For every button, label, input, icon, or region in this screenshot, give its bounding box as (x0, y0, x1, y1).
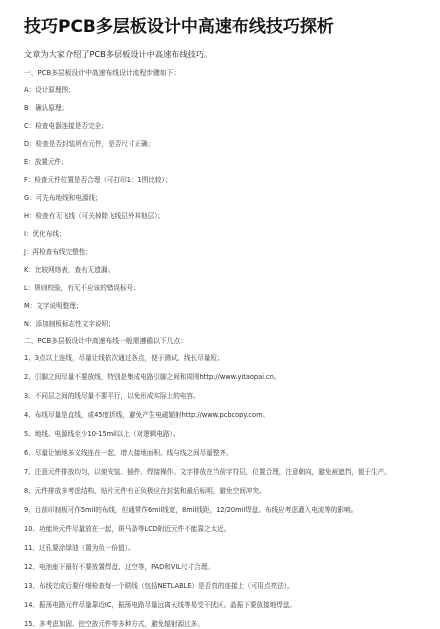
step-h: H：检查有无飞线（可关掉除飞线层外其他层）； (24, 212, 165, 220)
step-d: D：检查是否封装所有元件，是否尺寸正确； (24, 140, 155, 148)
rule-12: 12、电池座下最好不要放置焊盘、过空等，PAD和VIL尺寸合理。 (24, 563, 214, 571)
document-title: 技巧PCB多层板设计中高速布线技巧探析 (24, 17, 334, 37)
rule-13: 13、布线完成后要仔细检查每一个联线（包括NETLABLE）是否真的连接上（可用点亮法）。 (24, 582, 294, 590)
rule-2: 2、引脚之间尽量不要放线，特别是集成电路引脚之间和周围http://www.yitaopai.cn。 (24, 373, 281, 381)
rule-9: 9、目前印制板可作5mil的布线，但通常作6mil线宽，8mil线距，12/20mil焊盘。布线应考虑灌入电流等的影响。 (24, 506, 358, 514)
rule-10: 10、功能块元件尽量放在一起，斑马条等LCD附近元件不能靠之太近。 (24, 525, 231, 533)
rule-8: 8、元件排放多考虑结构，贴片元件有正负极应在封装和最后标明，避免空间冲突。 (24, 487, 266, 495)
step-e: E：放置元件； (24, 158, 68, 166)
step-g: G：可先布地线和电源线； (24, 194, 102, 202)
section-heading-2: 二、PCB多层板设计中高速布线一般需遵循以下几点： (24, 337, 188, 345)
step-m: M：文字说明整理； (24, 302, 83, 310)
rule-5: 5、地线、电源线至少10-15mil以上（对逻辑电路）。 (24, 430, 180, 438)
step-c: C：检查电器连接是否完全； (24, 122, 108, 130)
step-l: L：规则校验，有无不应该的错误标号； (24, 284, 140, 292)
rule-14: 14、振荡电路元件尽量靠近IC，振荡电路尽量远离天线等易受干扰区。晶振下要放接地焊盘。 (24, 601, 297, 609)
step-b: B：确认原理； (24, 104, 69, 112)
section-heading-1: 一、PCB多层板设计中高速布线设计流程步骤如下： (24, 69, 181, 77)
rule-1: 1、3点以上连线，尽量让线依次通过各点，便于测试，线长尽量短； (24, 354, 224, 362)
step-a: A：设计原理图； (24, 86, 75, 94)
rule-7: 7、注意元件排放均匀，以便安装、插件、焊接操作。文字排放在当前字符层，位置合理，注意朝向，避免被遮挡，便于生产。 (24, 468, 391, 476)
rule-11: 11、过孔要涂绿油（置为负一倍值）。 (24, 544, 135, 552)
rule-4: 4、布线尽量是直线，或45度折线，避免产生电磁辐射http://www.pcbcopy.com。 (24, 411, 270, 419)
rule-6: 6、尽量让铺地多义线连在一起，增大接地面积。线与线之间尽量整齐。 (24, 449, 233, 457)
step-j: J：再检查布线完整性； (24, 248, 92, 256)
document-body (24, 68, 420, 629)
step-f: F：检查元件位置是否合理（可打印1：1图比较）； (24, 176, 172, 184)
rule-3: 3、不同层之间的线尽量不要平行，以免形成实际上的电容。 (24, 392, 200, 400)
rule-15: 15、多考虑加固、挖空放元件等多种方式，避免辐射源过多。 (24, 620, 204, 628)
step-i: I：优化布线； (24, 230, 66, 238)
document-intro: 文章为大家介绍了PCB多层板设计中高速布线技巧。 (24, 49, 213, 59)
step-n: N：添加制板标志性文字说明； (24, 320, 115, 328)
step-k: K：比较网络表，查有无遗漏； (24, 266, 115, 274)
